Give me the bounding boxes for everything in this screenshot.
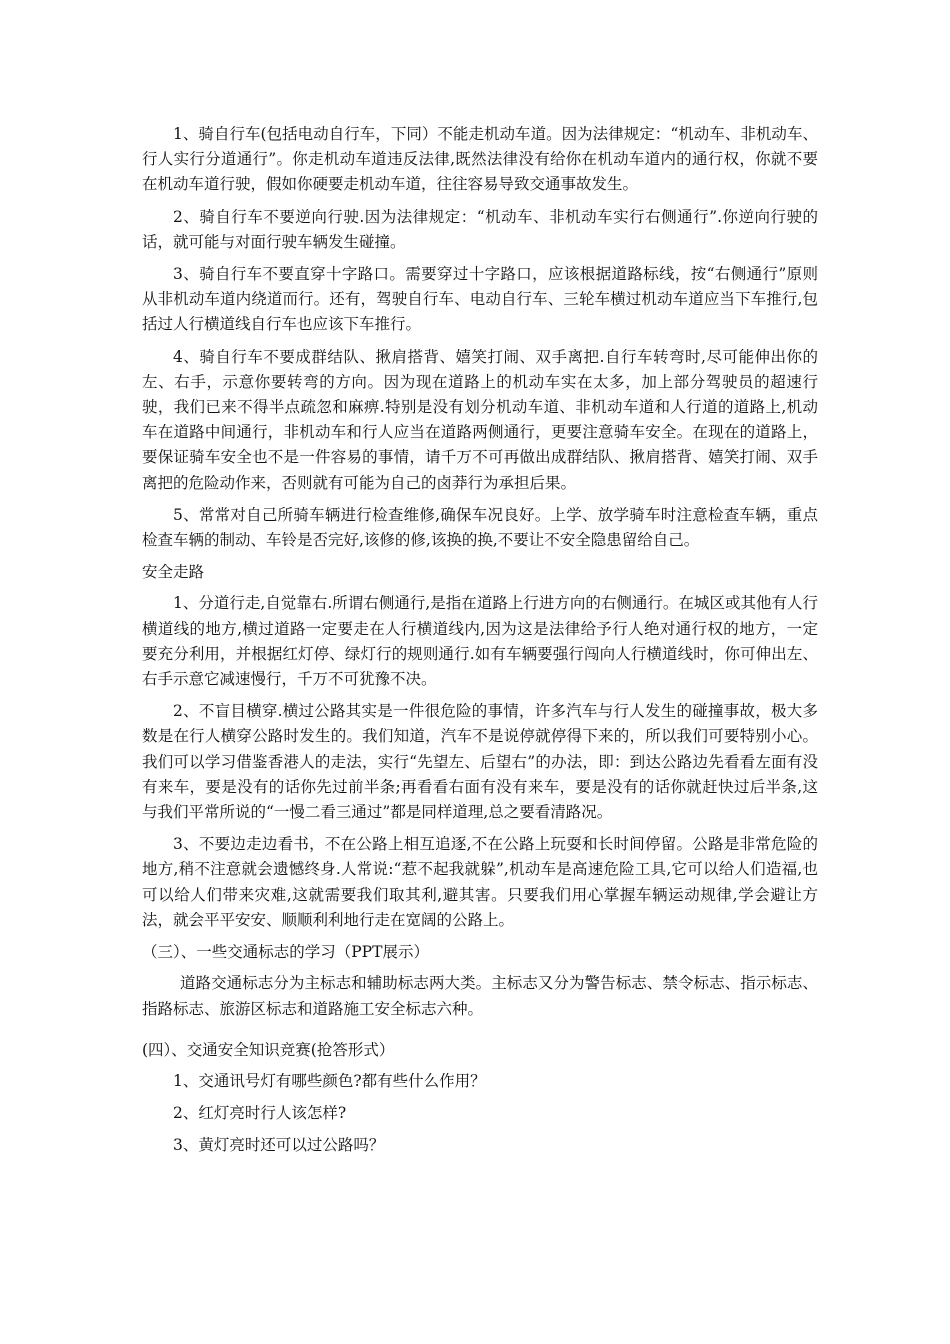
riding-rule-3: 3、骑自行车不要直穿十字路口。需要穿过十字路口，应该根据道路标线，按“右侧通行”原则从非机动车道内绕道而行。还有，驾驶自行车、电动自行车、三轮车横过机动车道应当下车推行,包括过人行横道线自行车也应该下车推行。 — [142, 265, 818, 334]
section4-heading: (四）、交通安全知识竞赛(抢答形式） — [142, 1040, 395, 1059]
riding-rule-4: 4、骑自行车不要成群结队、揪肩搭背、嬉笑打闹、双手离把.自行车转弯时,尽可能伸出你的左、右手，示意你要转弯的方向。因为现在道路上的机动车实在太多，加上部分驾驶员的超速行驶，我们已来不得半点疏忽和麻痹.特别是没有划分机动车道、非机动车道和人行道的道路上,机动车在道路中间通行，非机动车和行人应当在道路两侧通行，更要注意骑车安全。在现在的道路上，要保证骑车安全也不是一件容易的事情，请千万不可再做出成群结队、揪肩搭背、嬉笑打闹、双手离把的危险动作来，否则就有可能为自己的卤莽行为承担后果。 — [142, 347, 818, 492]
section3-heading: （三）、一些交通标志的学习（PPT展示） — [142, 943, 429, 962]
walking-rule-2: 2、不盲目横穿.横过公路其实是一件很危险的事情，许多汽车与行人发生的碰撞事故，极大多数是在行人横穿公路时发生的。我们知道，汽车不是说停就停得下来的，所以我们可要特别小心。我们可以学习借鉴香港人的走法，实行“先望左、后望右”的办法，即：到达公路边先看看左面有没有来车，要是没有的话你先过前半条;再看看右面有没有来车，要是没有的话你就赶快过后半条,这与我们平常所说的“一慢二看三通过”都是同样道理,总之要看清路况。 — [142, 702, 818, 822]
walking-heading: 安全走路 — [142, 563, 205, 582]
walking-rule-3: 3、不要边走边看书，不在公路上相互追逐,不在公路上玩耍和长时间停留。公路是非常危险的地方,稍不注意就会遗憾终身.人常说:“惹不起我就躲”,机动车是高速危险工具,它可以给人们造福,也可以给人们带来灾难,这就需要我们取其利,避其害。只要我们用心掌握车辆运动规律,学会避让方法，就会平平安安、顺顺利利地行走在宽阔的公路上。 — [142, 835, 818, 929]
walking-rule-1: 1、分道行走,自觉靠右.所谓右侧通行,是指在道路上行进方向的右侧通行。在城区或其他有人行横道线的地方,横过道路一定要走在人行横道线内,因为这是法律给予行人绝对通行权的地方，一定要充分利用，并根据红灯停、绿灯行的规则通行.如有车辆要强行闯向人行横道线时，你可伸出左、右手示意它减速慢行，千万不可犹豫不决。 — [142, 594, 818, 689]
document-body — [142, 122, 818, 1166]
quiz-question-2: 2、红灯亮时行人该怎样? — [173, 1104, 347, 1123]
quiz-question-1: 1、交通讯号灯有哪些颜色?都有些什么作用？ — [173, 1071, 486, 1090]
quiz-question-3: 3、黄灯亮时还可以过公路吗？ — [173, 1136, 385, 1155]
section3-text: 道路交通标志分为主标志和辅助标志两大类。主标志又分为警告标志、禁令标志、指示标志、指路标志、旅游区标志和道路施工安全标志六种。 — [142, 974, 818, 1018]
riding-rule-5: 5、常常对自己所骑车辆进行检查维修,确保车况良好。上学、放学骑车时注意检查车辆，重点检查车辆的制动、车铃是否完好,该修的修,该换的换,不要让不安全隐患留给自己。 — [142, 505, 818, 550]
riding-rule-1: 1、骑自行车(包括电动自行车，下同）不能走机动车道。因为法律规定：“机动车、非机动车、行人实行分道通行”。你走机动车道违反法律,既然法律没有给你在机动车道内的通行权，你就不要在机动车道行驶，假如你硬要走机动车道，往往容易导致交通事故发生。 — [142, 125, 818, 194]
riding-rule-2: 2、骑自行车不要逆向行驶.因为法律规定：“机动车、非机动车实行右侧通行”.你逆向行驶的话，就可能与对面行驶车辆发生碰撞。 — [142, 207, 818, 251]
